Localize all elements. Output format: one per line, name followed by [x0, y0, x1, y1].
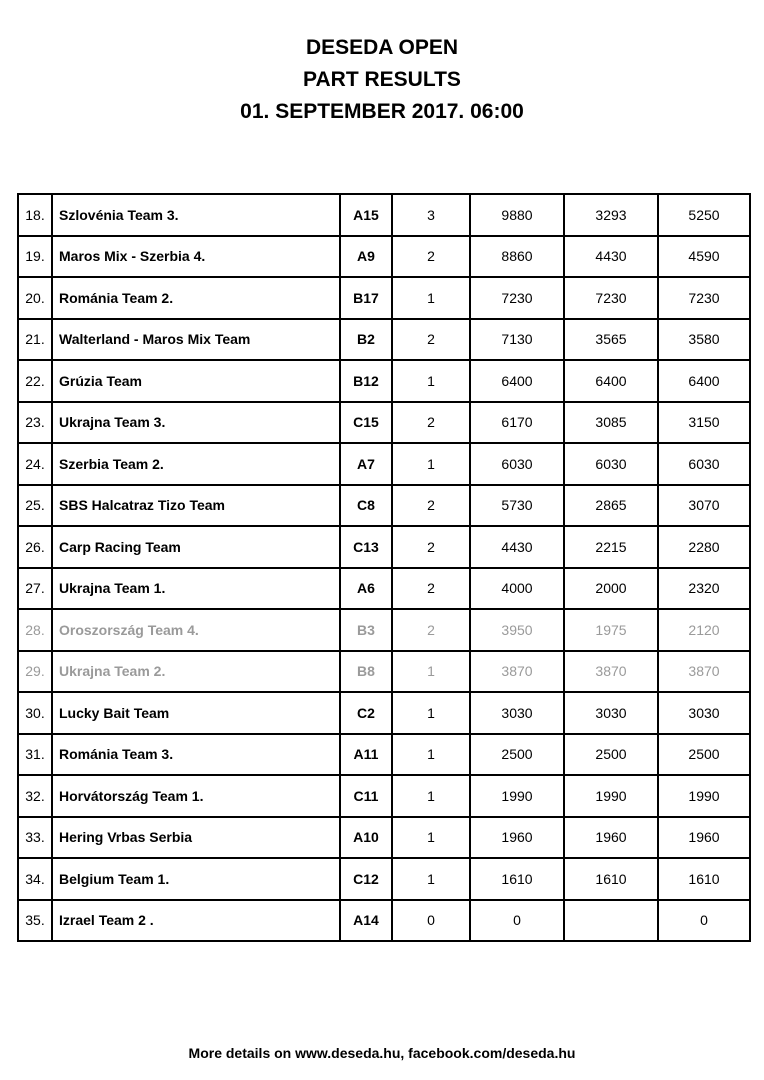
rank-cell: 35. [18, 900, 52, 942]
biggest-fish-cell: 1610 [658, 858, 750, 900]
rank-cell: 20. [18, 277, 52, 319]
fish-count-cell: 1 [392, 858, 470, 900]
average-weight-cell: 2500 [564, 734, 658, 776]
table-row [18, 277, 750, 319]
fish-count-cell: 1 [392, 277, 470, 319]
fish-count-cell: 2 [392, 485, 470, 527]
biggest-fish-cell: 6030 [658, 443, 750, 485]
rank-cell: 33. [18, 817, 52, 859]
fish-count-cell: 2 [392, 609, 470, 651]
average-weight-cell: 3293 [564, 194, 658, 236]
rank-cell: 32. [18, 775, 52, 817]
biggest-fish-cell: 3030 [658, 692, 750, 734]
table-row [18, 900, 750, 942]
team-name-cell: Horvátország Team 1. [52, 775, 340, 817]
table-row [18, 319, 750, 361]
team-name-cell: Carp Racing Team [52, 526, 340, 568]
fish-count-cell: 2 [392, 236, 470, 278]
table-row [18, 526, 750, 568]
team-name-cell: Grúzia Team [52, 360, 340, 402]
average-weight-cell: 1960 [564, 817, 658, 859]
rank-cell: 23. [18, 402, 52, 444]
average-weight-cell: 6400 [564, 360, 658, 402]
table-row [18, 692, 750, 734]
average-weight-cell: 4430 [564, 236, 658, 278]
team-name-cell: Maros Mix - Szerbia 4. [52, 236, 340, 278]
biggest-fish-cell: 3070 [658, 485, 750, 527]
team-name-cell: SBS Halcatraz Tizo Team [52, 485, 340, 527]
total-weight-cell: 2500 [470, 734, 564, 776]
team-name-cell: Szlovénia Team 3. [52, 194, 340, 236]
peg-cell: B12 [340, 360, 392, 402]
average-weight-cell: 3030 [564, 692, 658, 734]
page-subtitle: PART RESULTS [303, 68, 461, 91]
peg-cell: A7 [340, 443, 392, 485]
page-title: DESEDA OPEN [305, 36, 459, 59]
rank-cell: 22. [18, 360, 52, 402]
biggest-fish-cell: 3870 [658, 651, 750, 693]
rank-cell: 28. [18, 609, 52, 651]
rank-cell: 34. [18, 858, 52, 900]
total-weight-cell: 4000 [470, 568, 564, 610]
team-name-cell: Szerbia Team 2. [52, 443, 340, 485]
peg-cell: A9 [340, 236, 392, 278]
peg-cell: A10 [340, 817, 392, 859]
peg-cell: A6 [340, 568, 392, 610]
table-row [18, 734, 750, 776]
rank-cell: 31. [18, 734, 52, 776]
table-row [18, 402, 750, 444]
team-name-cell: Ukrajna Team 2. [52, 651, 340, 693]
rank-cell: 27. [18, 568, 52, 610]
total-weight-cell: 1990 [470, 775, 564, 817]
table-row [18, 858, 750, 900]
biggest-fish-cell: 2320 [658, 568, 750, 610]
table-row [18, 360, 750, 402]
average-weight-cell: 3870 [564, 651, 658, 693]
table-row [18, 775, 750, 817]
team-name-cell: Ukrajna Team 3. [52, 402, 340, 444]
table-row [18, 817, 750, 859]
biggest-fish-cell: 4590 [658, 236, 750, 278]
rank-cell: 21. [18, 319, 52, 361]
total-weight-cell: 3950 [470, 609, 564, 651]
biggest-fish-cell: 6400 [658, 360, 750, 402]
peg-cell: C13 [340, 526, 392, 568]
fish-count-cell: 0 [392, 900, 470, 942]
fish-count-cell: 2 [392, 402, 470, 444]
biggest-fish-cell: 0 [658, 900, 750, 942]
total-weight-cell: 4430 [470, 526, 564, 568]
average-weight-cell: 1610 [564, 858, 658, 900]
rank-cell: 29. [18, 651, 52, 693]
biggest-fish-cell: 2500 [658, 734, 750, 776]
total-weight-cell: 7130 [470, 319, 564, 361]
total-weight-cell: 3870 [470, 651, 564, 693]
biggest-fish-cell: 5250 [658, 194, 750, 236]
team-name-cell: Oroszország Team 4. [52, 609, 340, 651]
total-weight-cell: 6400 [470, 360, 564, 402]
biggest-fish-cell: 2280 [658, 526, 750, 568]
table-row [18, 609, 750, 651]
peg-cell: C8 [340, 485, 392, 527]
results-table-body [18, 194, 750, 941]
team-name-cell: Izrael Team 2 . [52, 900, 340, 942]
fish-count-cell: 1 [392, 817, 470, 859]
fish-count-cell: 1 [392, 692, 470, 734]
fish-count-cell: 1 [392, 734, 470, 776]
table-row [18, 651, 750, 693]
rank-cell: 26. [18, 526, 52, 568]
fish-count-cell: 1 [392, 360, 470, 402]
peg-cell: C15 [340, 402, 392, 444]
average-weight-cell: 2865 [564, 485, 658, 527]
average-weight-cell: 1975 [564, 609, 658, 651]
peg-cell: B8 [340, 651, 392, 693]
rank-cell: 25. [18, 485, 52, 527]
average-weight-cell: 2000 [564, 568, 658, 610]
total-weight-cell: 6030 [470, 443, 564, 485]
fish-count-cell: 1 [392, 775, 470, 817]
total-weight-cell: 5730 [470, 485, 564, 527]
fish-count-cell: 2 [392, 319, 470, 361]
team-name-cell: Ukrajna Team 1. [52, 568, 340, 610]
results-table [17, 193, 751, 942]
average-weight-cell: 1990 [564, 775, 658, 817]
average-weight-cell: 2215 [564, 526, 658, 568]
total-weight-cell: 6170 [470, 402, 564, 444]
rank-cell: 24. [18, 443, 52, 485]
fish-count-cell: 2 [392, 526, 470, 568]
average-weight-cell: 7230 [564, 277, 658, 319]
team-name-cell: Románia Team 2. [52, 277, 340, 319]
total-weight-cell: 1610 [470, 858, 564, 900]
team-name-cell: Belgium Team 1. [52, 858, 340, 900]
table-row [18, 443, 750, 485]
biggest-fish-cell: 1960 [658, 817, 750, 859]
biggest-fish-cell: 3580 [658, 319, 750, 361]
table-row [18, 236, 750, 278]
total-weight-cell: 9880 [470, 194, 564, 236]
team-name-cell: Románia Team 3. [52, 734, 340, 776]
peg-cell: B17 [340, 277, 392, 319]
table-row [18, 568, 750, 610]
footer-note: More details on www.deseda.hu, facebook.com/deseda.hu [188, 1045, 576, 1061]
team-name-cell: Lucky Bait Team [52, 692, 340, 734]
fish-count-cell: 1 [392, 651, 470, 693]
peg-cell: B3 [340, 609, 392, 651]
average-weight-cell: 3565 [564, 319, 658, 361]
rank-cell: 19. [18, 236, 52, 278]
rank-cell: 18. [18, 194, 52, 236]
table-row [18, 485, 750, 527]
results-date: 01. SEPTEMBER 2017. 06:00 [240, 100, 524, 123]
table-row [18, 194, 750, 236]
fish-count-cell: 1 [392, 443, 470, 485]
fish-count-cell: 2 [392, 568, 470, 610]
average-weight-cell: 3085 [564, 402, 658, 444]
biggest-fish-cell: 3150 [658, 402, 750, 444]
rank-cell: 30. [18, 692, 52, 734]
biggest-fish-cell: 7230 [658, 277, 750, 319]
total-weight-cell: 8860 [470, 236, 564, 278]
peg-cell: A15 [340, 194, 392, 236]
document-header [0, 32, 764, 128]
peg-cell: C12 [340, 858, 392, 900]
team-name-cell: Walterland - Maros Mix Team [52, 319, 340, 361]
biggest-fish-cell: 2120 [658, 609, 750, 651]
total-weight-cell: 7230 [470, 277, 564, 319]
total-weight-cell: 1960 [470, 817, 564, 859]
peg-cell: B2 [340, 319, 392, 361]
biggest-fish-cell: 1990 [658, 775, 750, 817]
total-weight-cell: 3030 [470, 692, 564, 734]
team-name-cell: Hering Vrbas Serbia [52, 817, 340, 859]
fish-count-cell: 3 [392, 194, 470, 236]
peg-cell: C2 [340, 692, 392, 734]
peg-cell: C11 [340, 775, 392, 817]
average-weight-cell [564, 900, 658, 942]
total-weight-cell: 0 [470, 900, 564, 942]
peg-cell: A14 [340, 900, 392, 942]
peg-cell: A11 [340, 734, 392, 776]
average-weight-cell: 6030 [564, 443, 658, 485]
